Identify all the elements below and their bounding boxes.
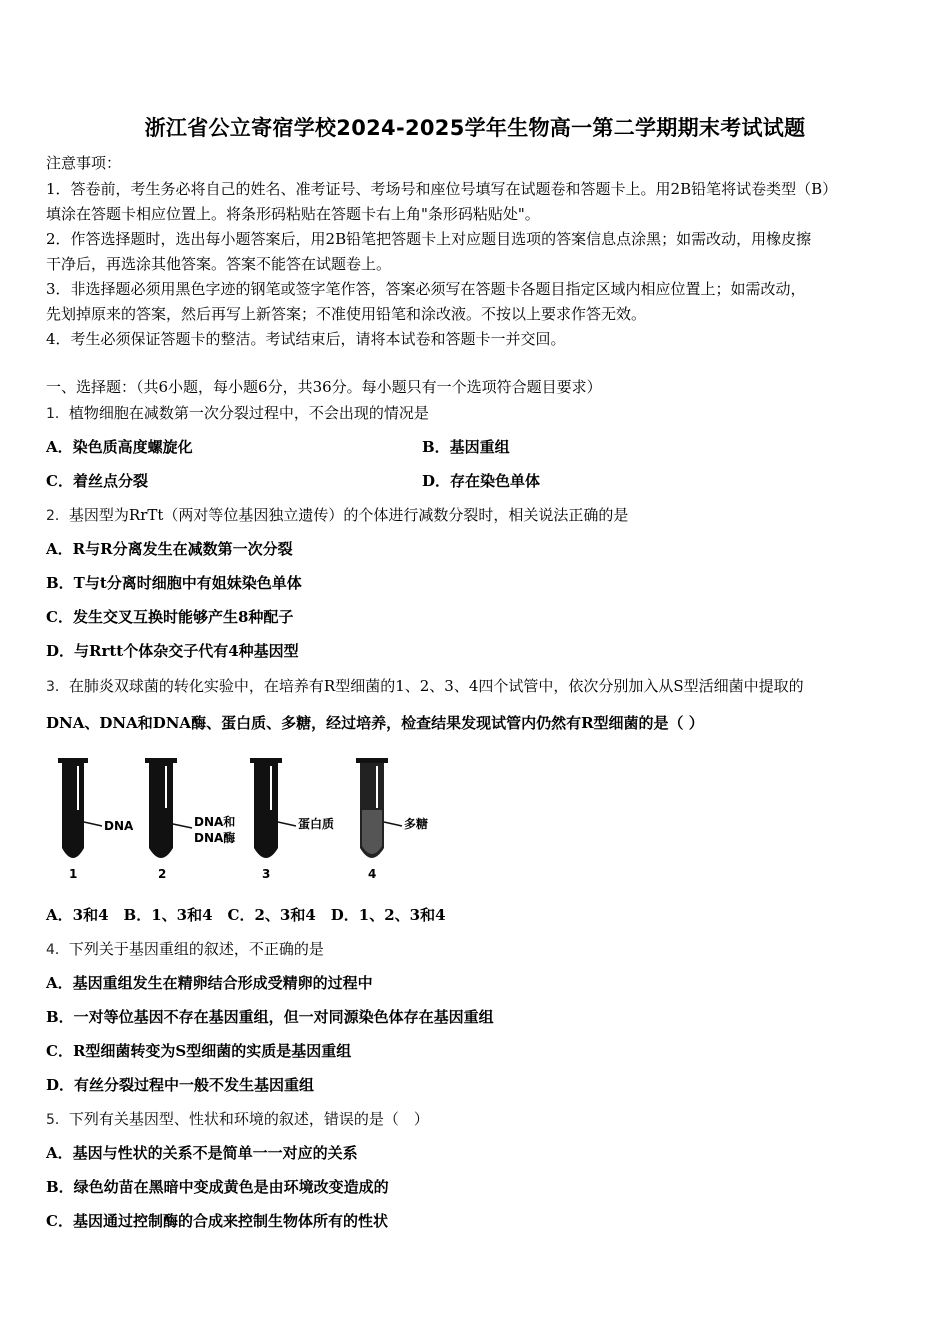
test-tube-1 — [58, 758, 102, 858]
question-stem: 下列有关基因型、性状和环境的叙述，错误的是（ ） — [68, 1110, 429, 1128]
test-tube-2 — [145, 758, 192, 858]
option-b[interactable]: B．绿色幼苗在黑暗中变成黄色是由环境改变造成的 — [46, 1178, 389, 1196]
question-number: 4． — [46, 942, 69, 958]
tube-3-number: 3 — [262, 867, 271, 881]
question-stem: 下列关于基因重组的叙述，不正确的是 — [68, 940, 324, 958]
notice-line: 3．非选择题必须用黑色字迹的钢笔或签字笔作答，答案必须写在答题卡各题目指定区域内相应位置上；如需改动， — [46, 280, 806, 298]
notice-line: 先划掉原来的答案，然后再写上新答案；不准使用铅笔和涂改液。不按以上要求作答无效。 — [46, 305, 647, 323]
tube-2-number: 2 — [158, 867, 167, 881]
tube-4-number: 4 — [368, 867, 377, 881]
tube-4-label: 多糖 — [404, 817, 429, 831]
option-d[interactable]: D．与Rrtt个体杂交子代有4种基因型 — [46, 642, 299, 660]
option-a[interactable]: A．基因重组发生在精卵结合形成受精卵的过程中 — [46, 974, 373, 992]
question-stem-continued: DNA、DNA和DNA酶、蛋白质、多糖，经过培养，检查结果发现试管内仍然有R型细菌的是（ ） — [46, 714, 704, 732]
question-number: 3． — [46, 679, 69, 695]
notice-line: 4．考生必须保证答题卡的整洁。考试结束后，请将本试卷和答题卡一并交回。 — [46, 330, 566, 348]
question-2 — [46, 504, 910, 525]
section-heading: 一、选择题：（共6小题，每小题6分，共36分。每小题只有一个选项符合题目要求） — [46, 378, 602, 396]
test-tube-4 — [356, 758, 402, 858]
option-a[interactable]: A．染色质高度螺旋化 — [46, 438, 193, 456]
option-d[interactable]: D．存在染色单体 — [422, 472, 541, 490]
option-c[interactable]: C．R型细菌转变为S型细菌的实质是基因重组 — [46, 1042, 352, 1060]
notice-line: 填涂在答题卡相应位置上。将条形码粘贴在答题卡右上角"条形码粘贴处"。 — [46, 205, 540, 223]
question-4 — [46, 938, 910, 959]
question-number: 5． — [46, 1112, 69, 1128]
option-c[interactable]: C．基因通过控制酶的合成来控制生物体所有的性状 — [46, 1212, 388, 1230]
option-row — [46, 470, 910, 491]
page-title: 浙江省公立寄宿学校2024-2025学年生物高一第二学期期末考试试题 — [144, 116, 806, 140]
question-stem: 基因型为RrTt（两对等位基因独立遗传）的个体进行减数分裂时，相关说法正确的是 — [68, 506, 629, 524]
tube-2-label-line1: DNA和 — [194, 815, 236, 829]
option-a[interactable]: A．R与R分离发生在减数第一次分裂 — [46, 540, 293, 558]
notice-line: 1．答卷前，考生务必将自己的姓名、准考证号、考场号和座位号填写在试题卷和答题卡上。用2B铅笔将试卷类型（B） — [46, 180, 838, 198]
option-row[interactable]: A．3和4 B．1、3和4 C．2、3和4 D．1、2、3和4 — [46, 906, 446, 924]
tube-1-label: DNA — [104, 819, 134, 833]
tube-3-label: 蛋白质 — [298, 817, 335, 831]
test-tube-3 — [250, 758, 296, 858]
question-stem: 在肺炎双球菌的转化实验中，在培养有R型细菌的1、2、3、4四个试管中，依次分别加入从S型活细菌中提取的 — [68, 677, 804, 695]
option-a[interactable]: A．基因与性状的关系不是简单一一对应的关系 — [46, 1144, 358, 1162]
option-d[interactable]: D．有丝分裂过程中一般不发生基因重组 — [46, 1076, 315, 1094]
option-b[interactable]: B．一对等位基因不存在基因重组，但一对同源染色体存在基因重组 — [46, 1008, 494, 1026]
option-c[interactable]: C．发生交叉互换时能够产生8种配子 — [46, 608, 294, 626]
test-tube-figure — [52, 750, 442, 885]
option-c[interactable]: C．着丝点分裂 — [46, 472, 148, 490]
option-row — [46, 436, 910, 457]
question-number: 1． — [46, 406, 69, 422]
notice-line: 2．作答选择题时，选出每小题答案后，用2B铅笔把答题卡上对应题目选项的答案信息点涂黑；如需改动，用橡皮擦 — [46, 230, 812, 248]
notice-line: 干净后，再选涂其他答案。答案不能答在试题卷上。 — [46, 255, 392, 273]
tube-1-number: 1 — [69, 867, 78, 881]
notice-heading: 注意事项： — [46, 154, 122, 172]
tube-2-label-line2: DNA酶 — [194, 831, 236, 845]
question-number: 2． — [46, 508, 69, 524]
question-stem: 植物细胞在减数第一次分裂过程中，不会出现的情况是 — [68, 404, 429, 422]
option-b[interactable]: B．基因重组 — [422, 438, 510, 456]
question-3 — [46, 675, 910, 696]
question-1 — [46, 402, 910, 423]
question-5 — [46, 1108, 910, 1129]
option-b[interactable]: B．T与t分离时细胞中有姐妹染色单体 — [46, 574, 302, 592]
